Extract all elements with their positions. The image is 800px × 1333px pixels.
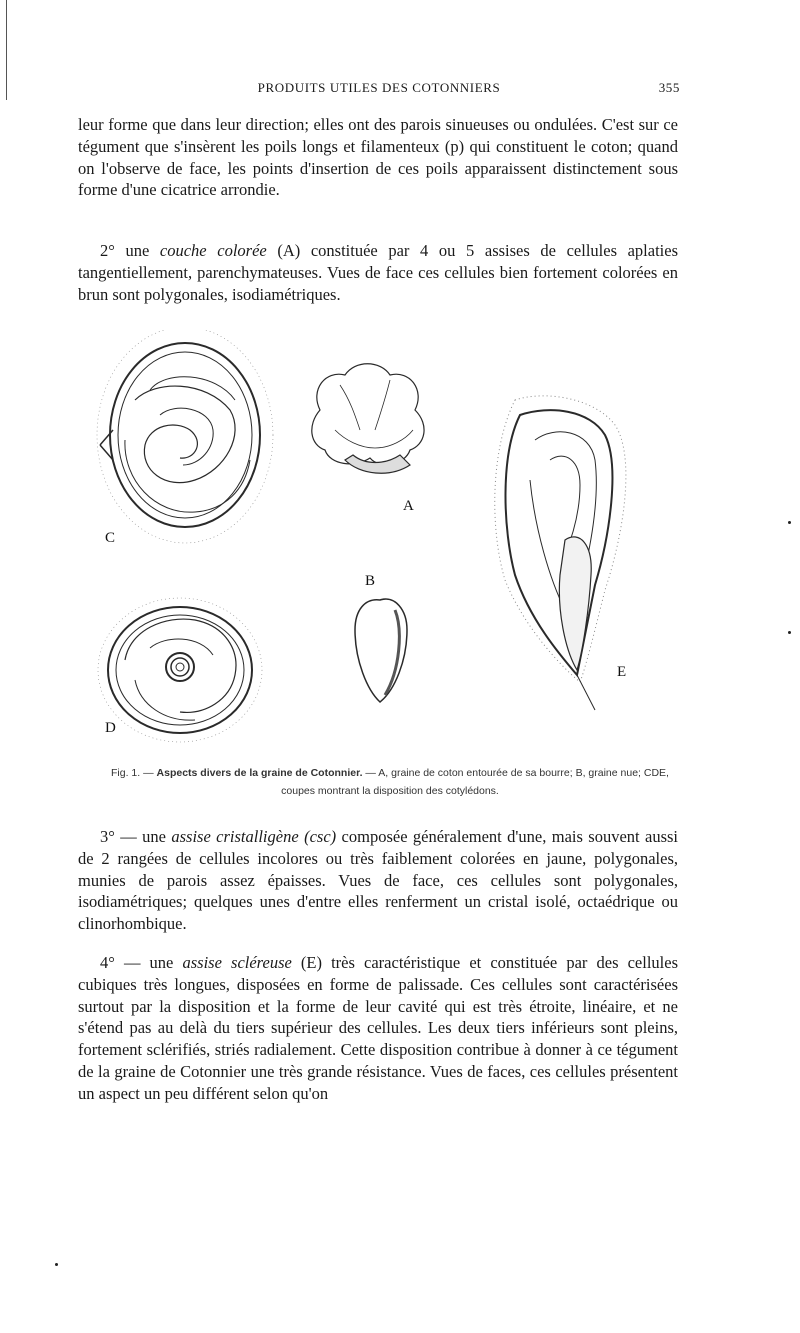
- caption-body: — A, graine de coton entourée de sa bourre; B, graine nue; CDE, coupes montrant la disposition des cotylédons.: [281, 767, 669, 797]
- paragraph-3: [78, 826, 678, 935]
- paragraph-4-prefix: 4° — une: [100, 953, 183, 972]
- margin-rule: [6, 0, 7, 100]
- page-number: 355: [658, 80, 680, 95]
- scan-speck: [788, 521, 791, 524]
- scan-speck: [788, 631, 791, 634]
- caption-lead: Fig. 1. —: [111, 767, 157, 779]
- figure-label-b: B: [365, 573, 376, 589]
- fig-b-drawing: [355, 599, 407, 702]
- fig-d-drawing: [98, 598, 262, 742]
- paragraph-1: leur forme que dans leur direction; elles ont des parois sinueuses ou ondulées. C'est sur ce tégument que s'insèrent les poils longs et filamenteux (p) qui constituent le coton; quand on l'observe de face, les points d'insertion de ces poils apparaissent distinctement sous forme d'une cicatrice arrondie.: [78, 115, 678, 200]
- paragraph-4-body: (E) très caractéristique et constituée par des cellules cubiques très longues, disposées en forme de palissade. Ces cellules sont caractérisées surtout par la disposition et la forme de leur cavité qui est très étroite, linéaire, et ne s'étend pas au delà du tiers supérieur des cellules. Les deux tiers inférieurs sont pleins, fortement sclérifiés, striés radialement. Cette disposition contribue à donner à ce tégument de la graine de Cotonnier une très grande résistance. Vues de faces, ces cellules présentent un aspect un peu différent selon qu'on: [78, 953, 679, 1103]
- paragraph-2-body: (A) constituée par 4 ou 5 assises de cellules aplaties tangentiellement, parenchymateuses. Vues de face ces cellules bien fortement colorées en brun sont polygonales, isodiamétriques.: [78, 241, 678, 304]
- term-couche-coloree: couche colorée: [159, 241, 267, 260]
- figure-drawing: [95, 330, 685, 755]
- paragraph-3-prefix: 3° — une: [100, 827, 172, 846]
- figure-label-c: C: [105, 530, 116, 546]
- term-assise-scleureuse: assise scléreuse: [182, 953, 292, 972]
- figure-label-d: D: [105, 720, 116, 736]
- running-header: [78, 80, 680, 100]
- term-assise-cristalligene: assise cristalligène: [171, 827, 299, 846]
- figure-label-a: A: [403, 498, 414, 514]
- paragraph-4: [78, 952, 678, 1105]
- paragraph-2: [78, 240, 678, 305]
- caption-title: Aspects divers de la graine de Cotonnier.: [156, 767, 363, 779]
- scan-speck: [55, 1263, 58, 1266]
- fig-e-drawing: [495, 396, 626, 710]
- fig-c-drawing: [97, 330, 273, 543]
- figure-seed-aspects: [95, 330, 685, 755]
- paragraph-3-body: composée généralement d'une, mais souvent aussi de 2 rangées de cellules incolores ou très faiblement colorées en jaune, polygonales, munies de parois assez épaisses. Vues de face, ces cellules sont polygonales, isodiamétriques; quelques unes d'entre elles renferment un cristal isolé, octaédrique ou clinorhombique.: [78, 827, 679, 934]
- abbr-csc: (csc): [304, 827, 337, 846]
- fig-a-drawing: [312, 364, 424, 473]
- figure-caption: [110, 764, 670, 800]
- running-head-title: PRODUITS UTILES DES COTONNIERS: [257, 80, 501, 95]
- paragraph-2-prefix: 2° une: [100, 241, 160, 260]
- figure-label-e: E: [617, 664, 627, 680]
